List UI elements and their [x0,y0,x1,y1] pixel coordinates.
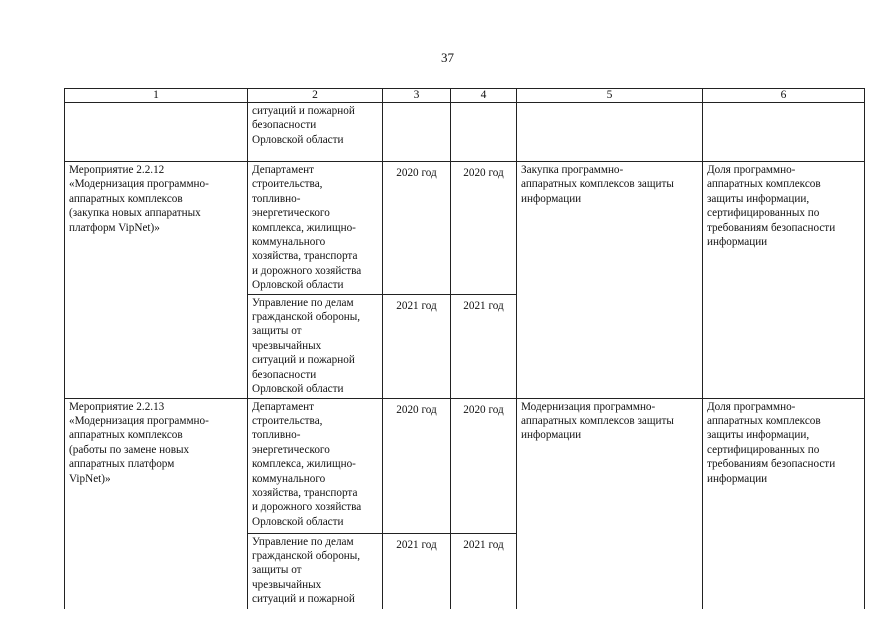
executor-cell [248,398,383,533]
end-year-cell: 2020 год [451,398,517,533]
result-text: Закупка программно- аппаратных комплексов защиты информации [521,164,674,205]
column-header-2: 2 [248,89,383,103]
table-row [65,103,865,162]
table-cell [383,103,451,162]
executor-text: Департамент строительства, топливно- энергетического комплекса, жилищно- коммунального хозяйства, транспорта и дорожного хозяйства Орловской области [252,400,362,528]
measure-cell [65,398,248,609]
measure-cell [65,162,248,399]
executor-text: Управление по делам гражданской обороны, защиты от чрезвычайных ситуаций и пожарной безопасности Орловской области [252,296,361,396]
start-year-cell: 2020 год [383,162,451,295]
indicator-cell [703,398,865,609]
table-cell [703,103,865,162]
table-row [65,398,865,533]
end-year-cell: 2020 год [451,162,517,295]
table-cell [517,103,703,162]
result-text: Модернизация программно- аппаратных комплексов защиты информации [521,400,674,442]
measures-table [64,88,865,609]
indicator-text: Доля программно- аппаратных комплексов защиты информации, сертифицированных по требованиям безопасности информации [707,400,836,485]
indicator-text: Доля программно- аппаратных комплексов защиты информации, сертифицированных по требованиям безопасности информации [707,164,836,249]
measure-text: Мероприятие 2.2.12 «Модернизация программно- аппаратных комплексов (закупка новых аппаратных платформ VipNet)» [69,164,209,234]
table-cell [248,103,383,162]
column-header-6: 6 [703,89,865,103]
column-header-5: 5 [517,89,703,103]
table-row [65,162,865,295]
table-cell [65,103,248,162]
executor-text: Управление по делам гражданской обороны, защиты от чрезвычайных ситуаций и пожарной [252,535,361,606]
start-year-cell: 2021 год [383,533,451,609]
result-cell [517,162,703,399]
start-year-cell: 2021 год [383,294,451,398]
page-number: 37 [441,50,454,65]
start-year-cell: 2020 год [383,398,451,533]
end-year-cell: 2021 год [451,294,517,398]
executor-text: ситуаций и пожарной безопасности Орловской области [252,105,355,146]
column-header-3: 3 [383,89,451,103]
executor-cell [248,533,383,609]
executor-cell [248,162,383,295]
executor-text: Департамент строительства, топливно- энергетического комплекса, жилищно- коммунального хозяйства, транспорта и дорожного хозяйства Орловской области [252,164,362,292]
column-header-1: 1 [65,89,248,103]
end-year-cell: 2021 год [451,533,517,609]
table-header-row [65,89,865,103]
column-header-4: 4 [451,89,517,103]
measure-text: Мероприятие 2.2.13 «Модернизация программно- аппаратных комплексов (работы по замене новых аппаратных платформ VipNet)» [69,400,209,485]
table-cell [451,103,517,162]
indicator-cell [703,162,865,399]
executor-cell [248,294,383,398]
result-cell [517,398,703,609]
